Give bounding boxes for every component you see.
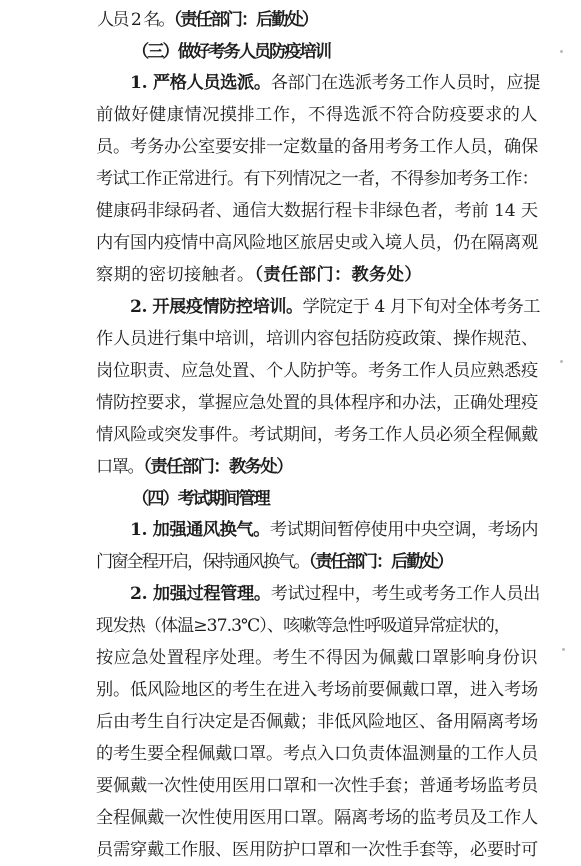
body-text: 后由考生自行决定是否佩戴；非低风险地区、备用隔离考场: [96, 712, 538, 732]
paragraph-line: [96, 131, 581, 163]
body-text: 全程佩戴一次性使用医用口罩。隔离考场的监考员及工作人: [96, 808, 538, 828]
body-text: 考试期间暂停使用中央空调，考场内: [269, 520, 538, 540]
paragraph-line: [96, 802, 581, 834]
body-text: 前做好健康情况摸排工作，不得选派不符合防疫要求的人: [96, 105, 538, 125]
bold-text: （四）考试期间管理: [132, 489, 269, 509]
bold-text: （责任部门：后勤处）: [308, 552, 452, 572]
body-text: 学院定于 4 月下旬对全体考务工: [302, 297, 540, 317]
paragraph-line: [96, 451, 581, 483]
paragraph-line: [96, 355, 581, 387]
bold-text: 1. 严格人员选派。: [130, 73, 271, 93]
paragraph-line: [96, 834, 581, 866]
scan-speck: [560, 50, 563, 53]
bold-text: 2. 开展疫情防控培训。: [130, 297, 303, 317]
bold-text: 1. 加强通风换气。: [130, 520, 270, 540]
paragraph-line: [96, 610, 581, 642]
body-text: 的考生要全程佩戴口罩。考点入口负责体温测量的工作人员: [96, 744, 538, 764]
body-text: 口罩。: [96, 457, 144, 477]
paragraph-line: [96, 387, 581, 419]
paragraph-line: [96, 738, 581, 770]
body-text: 现发热（体温≥37.3℃）、咳嗽等急性呼吸道异常症状的，: [96, 616, 510, 636]
body-text: 内有国内疫情中高风险地区旅居史或入境人员，仍在隔离观: [96, 233, 538, 253]
paragraph-line: [96, 259, 581, 291]
body-text: 察期的密切接触者。: [96, 265, 255, 285]
paragraph-line: [96, 163, 581, 195]
paragraph-line: [130, 514, 581, 546]
paragraph-line: [130, 578, 581, 610]
paragraph-line: [96, 227, 581, 259]
paragraph-line: [96, 323, 581, 355]
bold-text: （责任部门：后勤处）: [173, 10, 317, 30]
paragraph-line: [130, 291, 581, 323]
body-text: 员需穿戴工作服、医用防护口罩和一次性手套等，必要时可: [96, 840, 538, 860]
section-heading: [132, 483, 581, 515]
paragraph-line: [97, 4, 581, 36]
body-text: 情风险或突发事件。考试期间，考务工作人员必须全程佩戴: [96, 425, 538, 445]
body-text: 考试工作正常进行。有下列情况之一者，不得参加考务工作：: [96, 169, 538, 189]
paragraph-line: [96, 99, 581, 131]
body-text: 岗位职责、应急处置、个人防护等。考务工作人员应熟悉疫: [96, 361, 538, 381]
paragraph-line: [96, 195, 581, 227]
paragraph-line: [130, 67, 581, 99]
body-text: 要佩戴一次性使用医用口罩和一次性手套；普通考场监考员: [96, 776, 538, 796]
bold-text: 2. 加强过程管理。: [130, 584, 271, 604]
body-text: 各部门在选派考务工作人员时，应提: [270, 73, 540, 93]
body-text: 考试过程中，考生或考务工作人员出: [270, 584, 540, 604]
body-text: 别。低风险地区的考生在进入考场前要佩戴口罩，进入考场: [96, 680, 538, 700]
body-text: 人员 2 名。: [97, 10, 174, 30]
section-heading: [132, 36, 581, 68]
body-text: 健康码非绿码者、通信大数据行程卡非绿色者，考前 14 天: [96, 201, 538, 221]
body-text: 门窗全程开启，保持通风换气。: [96, 552, 309, 572]
scan-speck: [560, 360, 563, 363]
body-text: 按应急处置程序处理。考生不得因为佩戴口罩影响身份识: [96, 648, 538, 668]
body-text: 情防控要求，掌握应急处置的具体程序和办法，正确处理疫: [96, 393, 538, 413]
paragraph-line: [96, 674, 581, 706]
paragraph-line: [96, 419, 581, 451]
bold-text: （责任部门：教务处）: [143, 457, 292, 477]
scan-speck: [562, 648, 565, 651]
paragraph-line: [96, 706, 581, 738]
body-text: 作人员进行集中培训，培训内容包括防疫政策、操作规范、: [96, 329, 538, 349]
paragraph-line: [96, 770, 581, 802]
body-text: 员。考务办公室要安排一定数量的备用考务工作人员，确保: [96, 137, 538, 157]
paragraph-line: [96, 546, 581, 578]
bold-text: （责任部门：教务处）: [254, 265, 422, 285]
paragraph-line: [96, 642, 581, 674]
bold-text: （三）做好考务人员防疫培训: [132, 42, 330, 62]
